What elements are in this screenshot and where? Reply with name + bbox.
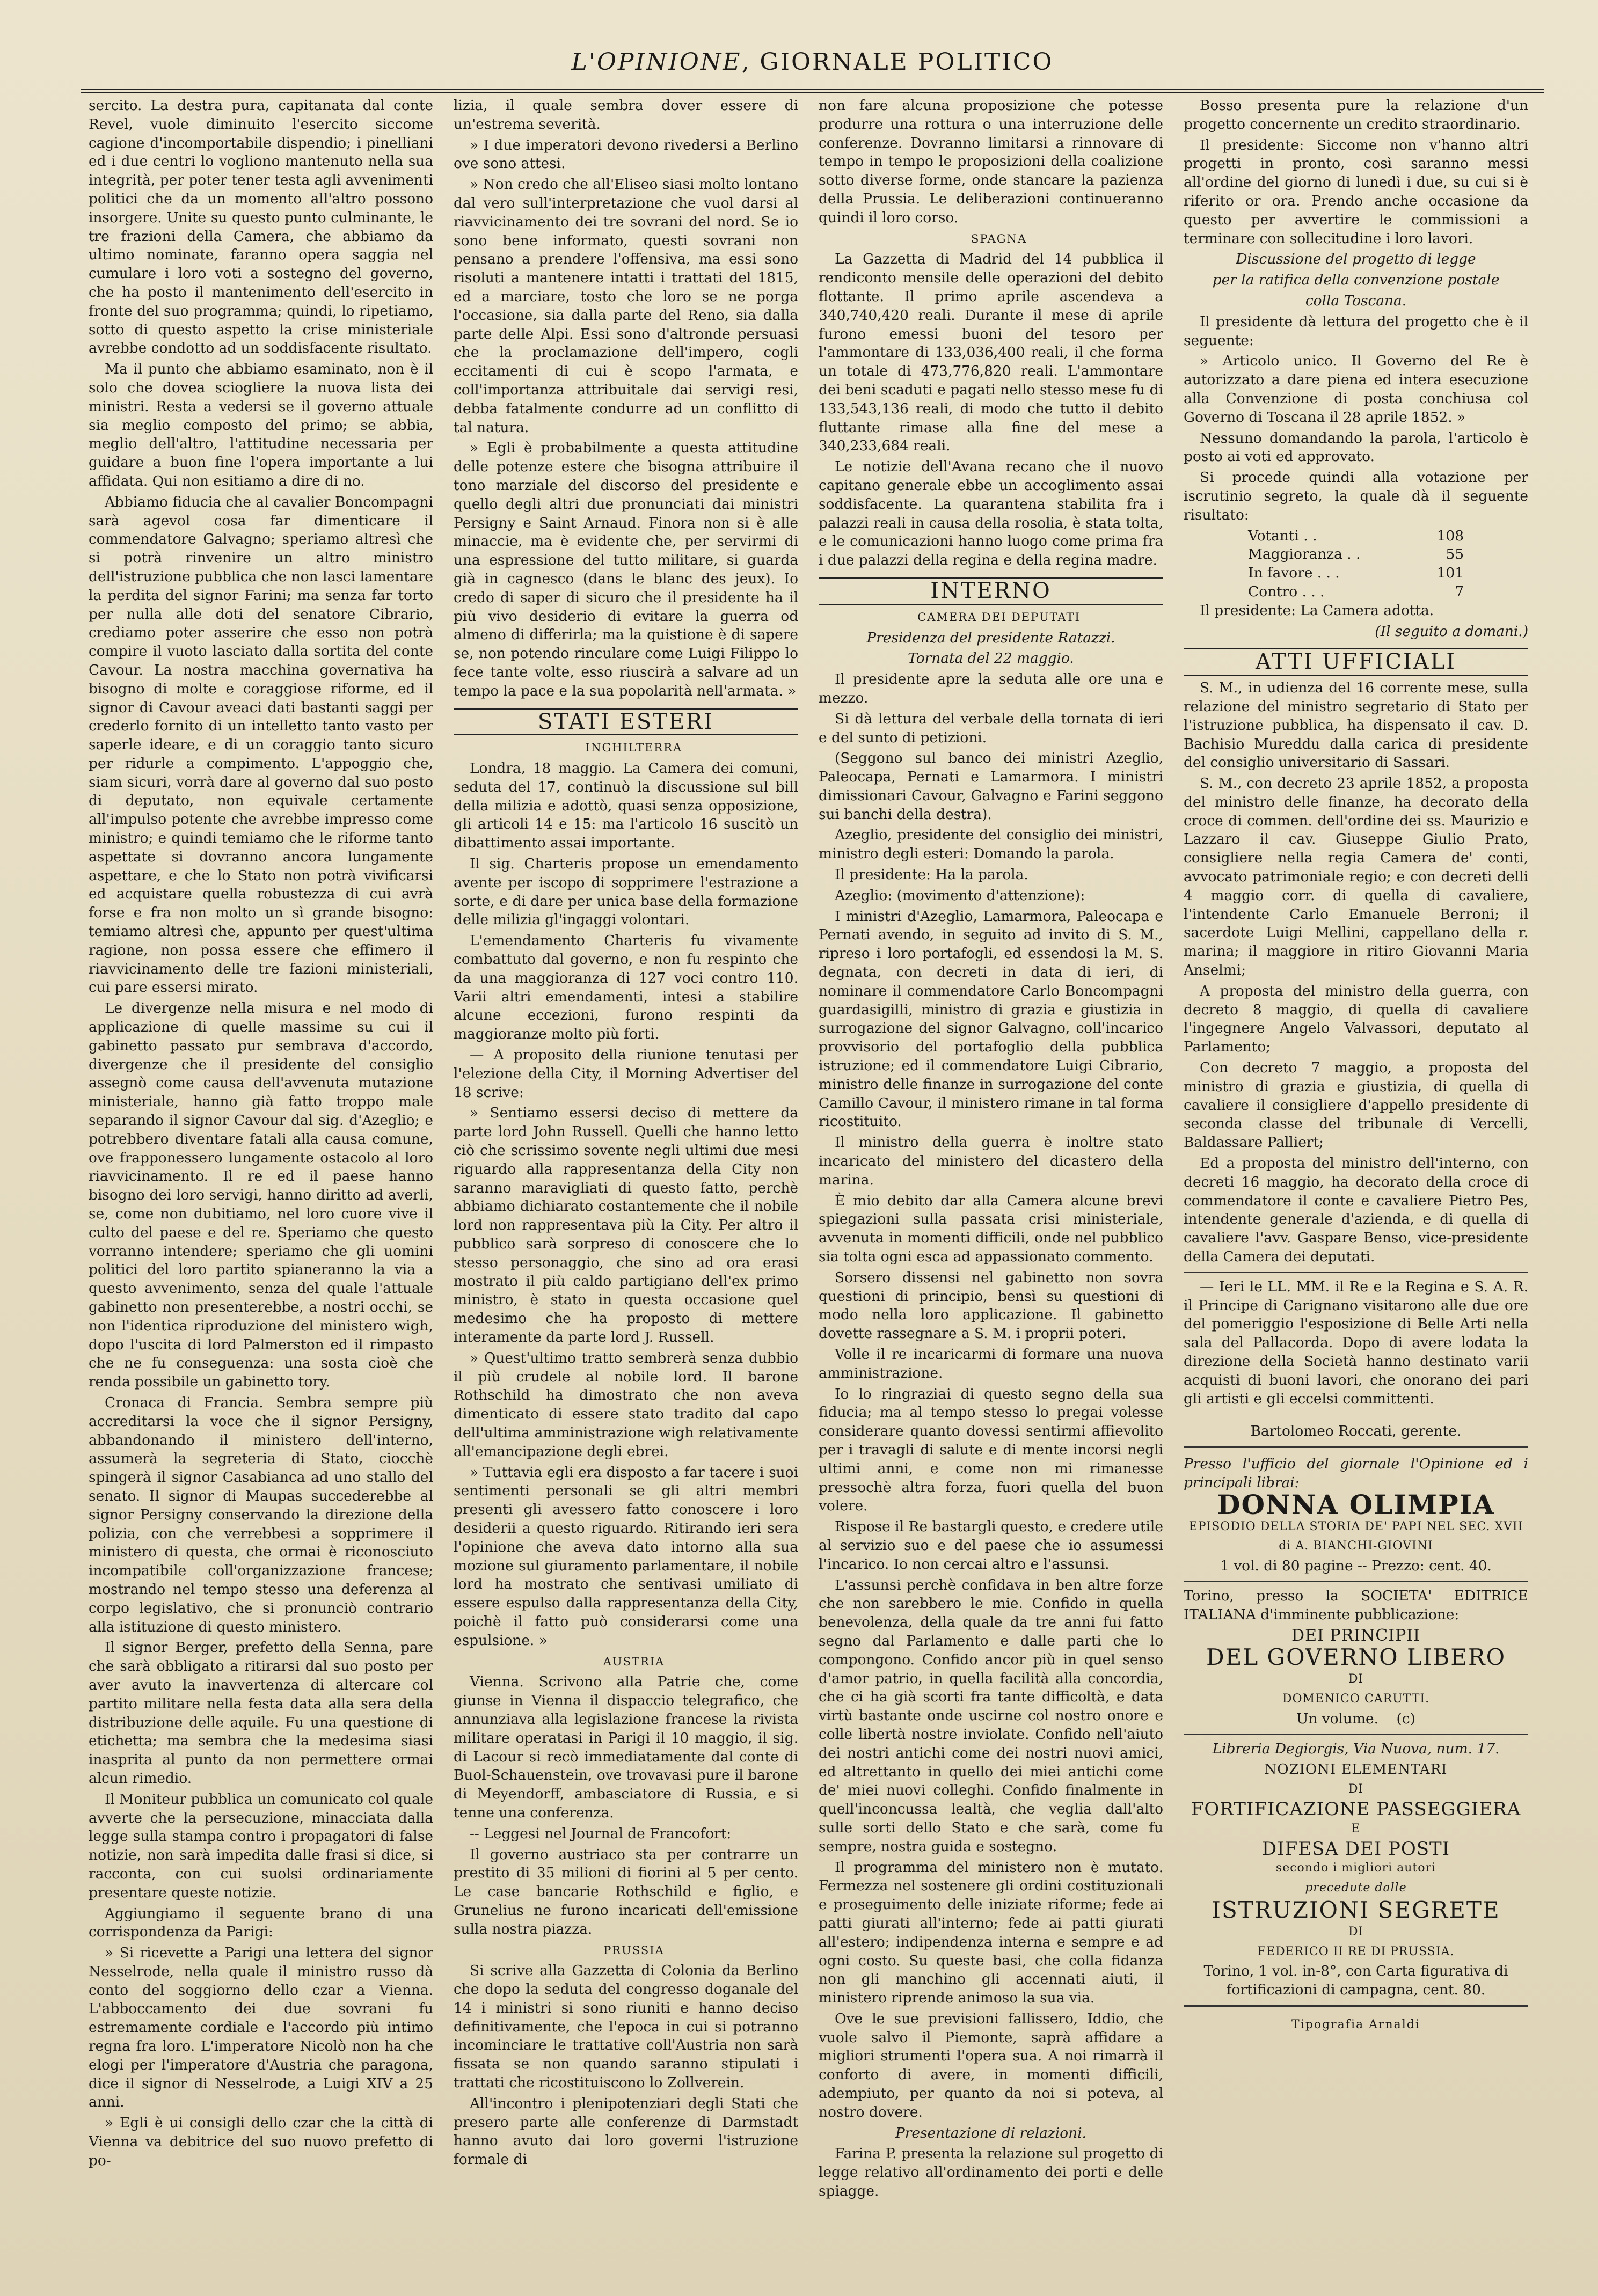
chamber-heading: CAMERA DEI DEPUTATI bbox=[917, 610, 1081, 624]
vote-value: 108 bbox=[1436, 527, 1464, 544]
article-paragraph: (Seggono sul banco dei ministri Azeglio, Paleocapa, Pernati e Lamarmora. I ministri dimissionari Cavour, Galvagno e Farini seggono sui banchi della destra). bbox=[819, 750, 1163, 823]
divider bbox=[1184, 1446, 1528, 1450]
ad-intro: Presso l'ufficio del giornale l'Opinione ed i principali librai: bbox=[1184, 1456, 1528, 1491]
article-paragraph: Il presidente apre la seduta alle ore una e mezzo. bbox=[819, 671, 1163, 706]
ad-price: Torino, 1 vol. in-8°, con Carta figurativa di fortificazioni di campagna, cent. 80. bbox=[1203, 1963, 1508, 1999]
ad-title-line: FORTIFICAZIONE PASSEGGIERA bbox=[1191, 1798, 1521, 1820]
vote-label: Contro . . . bbox=[1248, 583, 1325, 600]
article-paragraph: sercito. La destra pura, capitanata dal conte Revel, vuole diminuito l'esercito siccome cagione d'incomportabile dispendio; i pinelliani ed i due centri lo vogliono mantenuto nella sua integrità, per poter tener testa agli avvenimenti politici che da un momento all'altro possono insorgere. Unite su questo punto culminante, le tre frazioni della Camera, che abbiamo da ultimo nominate, faranno opera saggia nel cumulare i loro voti a sostegno del governo, che ha posto il mantenimento dell'esercito in fronte del suo programma; quindi, lo ripetiamo, sotto di questo aspetto la crise ministeriale avrebbe condotto ad un soddisfacente risultato. bbox=[89, 97, 433, 357]
article-paragraph: S. M., in udienza del 16 corrente mese, sulla relazione del ministro segretario di Stato per l'istruzione pubblica, ha dispensato il cav. D. Bachisio Mureddu dalla carica di presidente del consiglio universitario di Sassari. bbox=[1184, 679, 1528, 771]
article-paragraph: — A proposito della riunione tenutasi per l'elezione della City, il Morning Advertiser del 18 scrive: bbox=[454, 1047, 798, 1101]
article-paragraph: Volle il re incaricarmi di formare una nuova amministrazione. bbox=[819, 1346, 1163, 1381]
vote-value: 101 bbox=[1436, 565, 1464, 582]
article-paragraph: » Non credo che all'Eliseo siasi molto lontano dal vero sull'interpretazione che vuol darsi al riavvicinamento dei tre sovrani del nord. Se io sono bene informato, questi sovrani non pensano a prendere l'offensiva, ma essi sono risoluti a mantenere intatti i trattati del 1815, ed a marciare, tosto che loro se ne porga l'occasione, sia dalla parte del Reno, sia dalla parte delle Alpi. Essi sono d'altronde persuasi che la proclamazione dell'impero, cogli eccitamenti di cui è scopo l'armata, e coll'importanza attribuitale dai servigi resi, debba fatalmente condurre ad un conflitto di tal natura. bbox=[454, 176, 798, 436]
article-paragraph: -- Leggesi nel Journal de Francofort: bbox=[470, 1825, 732, 1842]
ad-author: di A. BIANCHI-GIOVINI bbox=[1279, 1539, 1433, 1553]
gerente-line: Bartolomeo Roccati, gerente. bbox=[1250, 1423, 1462, 1440]
article-paragraph: L'emendamento Charteris fu vivamente combattuto dal governo, e non fu respinto che da una maggioranza di 127 voci contro 110. Varii altri emendamenti, intesi a stabilire alcune eccezioni, furono respinti da maggioranze molto più forti. bbox=[454, 932, 798, 1043]
article-paragraph: All'incontro i plenipotenziari degli Stati che presero parte alle conferenze di Darmstadt hanno avuto dai loro governi l'istruzione formale di bbox=[454, 2095, 798, 2168]
article-paragraph: Il presidente: Ha la parola. bbox=[835, 866, 1028, 883]
article-paragraph: » I due imperatori devono rivedersi a Berlino ove sono attesi. bbox=[454, 136, 798, 172]
ad-line: precedute dalle bbox=[1305, 1881, 1407, 1895]
divider bbox=[1184, 1734, 1528, 1735]
subsection-heading: Presentazione di relazioni. bbox=[895, 2124, 1086, 2141]
discussion-heading: per la ratifica della convenzione postale bbox=[1212, 272, 1500, 289]
article-paragraph: Ma il punto che abbiamo esaminato, non è il solo che dovea sciogliere la nuova lista dei ministri. Resta a vedersi se il governo attuale sia meglio composto del primo; se abbia, meglio dell'altro, l'attitudine necessaria per guidare a buon fine l'opera importante a lui affidata. Qui non esitiamo a dire di no. bbox=[89, 361, 433, 489]
article-paragraph: Il presidente: Siccome non v'hanno altri progetti in pronto, così saranno messi all'ordine del giorno di lunedì i due, su cui si è riferito or ora. Prendo anche occasione da questo per avvertire le commissioni a terminare con sollecitudine i loro lavori. bbox=[1184, 136, 1528, 247]
discussion-heading: Discussione del progetto di legge bbox=[1236, 251, 1476, 268]
ad-author: DOMENICO CARUTTI. bbox=[1282, 1692, 1430, 1706]
article-paragraph: Con decreto 7 maggio, a proposta del ministro di grazia e giustizia, di quella di cavaliere il consigliere d'appello presidente di seconda classe del tribunale di Vercelli, Baldassare Palliert; bbox=[1184, 1059, 1528, 1151]
vote-label: Maggioranza . . bbox=[1248, 546, 1361, 563]
ad-mark: (c) bbox=[1396, 1710, 1415, 1727]
ad-e: E bbox=[1351, 1822, 1361, 1836]
article-paragraph: — Ieri le LL. MM. il Re e la Regina e S. A. R. il Principe di Carignano visitarono alle due ore del pomeriggio l'esposizione di Belle Arti nella sala del Pallacorda. Dopo di avere lodata la direzione della Società hanno destinato varii acquisti di buoni lavori, che onorano dei pari gli artisti e gli eccelsi committenti. bbox=[1184, 1278, 1528, 1407]
vote-row bbox=[1184, 583, 1528, 602]
column-4 bbox=[1184, 97, 1528, 2233]
divider bbox=[1184, 1414, 1528, 1417]
article-paragraph: La Gazzetta di Madrid del 14 pubblica il rendiconto mensile delle operazioni del debito flottante. Il primo aprile ascendeva a 340,740,420 reali. Durante il mese di aprile furono emessi buoni del tesoro per l'ammontare di 133,036,400 reali, il che forma un totale di 473,776,820 reali. L'ammontare dei beni scaduti e pagati nello stesso mese fu di 133,543,136 reali, di modo che tutto il debito fluttante rimase alla fine del mese a 340,233,684 reali. bbox=[819, 251, 1163, 455]
discussion-heading: colla Toscana. bbox=[1305, 292, 1407, 309]
ad-intro: Torino, presso la SOCIETA' EDITRICE ITALIANA d'imminente pubblicazione: bbox=[1184, 1587, 1528, 1623]
article-paragraph: » Sentiamo essersi deciso di mettere da parte lord John Russell. Quelli che hanno letto ciò che scrissimo sovente negli ultimi due mesi riguardo alla rappresentanza della City non saranno maravigliati di questo fatto, perchè abbiamo dichiarato costantemente che il nobile lord non rappresentava più la City. Per altro il pubblico sarà sorpreso di conoscere che lo stesso personaggio, che sino ad ora erasi mostrato il più caldo partigiano dell'ex primo ministro, è stato in questa occasione quel medesimo che ha proposto di mettere interamente da parte lord J. Russell. bbox=[454, 1105, 798, 1346]
ad-di: DI bbox=[1348, 1925, 1364, 1939]
article-paragraph: Si procede quindi alla votazione per iscrutinio segreto, la quale dà il seguente risultato: bbox=[1184, 469, 1528, 523]
article-paragraph: » Si ricevette a Parigi una lettera del signor Nesselrode, nella quale il ministro russo dà conto del soggiorno dello czar a Vienna. L'abboccamento dei due sovrani fu estremamente cordiale e l'accordo più intimo regna fra loro. L'imperatore Nicolò non ha che elogi per l'imperatore d'Austria che paragona, dice il signor di Nesselrode, a Luigi XIV a 25 anni. bbox=[89, 1944, 433, 2111]
masthead bbox=[81, 48, 1544, 86]
country-heading: AUSTRIA bbox=[603, 1655, 665, 1668]
article-paragraph: Vienna. Scrivono alla Patrie che, come giunse in Vienna il dispaccio telegrafico, che annunziava alla legislazione francese la rivista militare operatasi in Parigi il 10 maggio, il sig. di Lacour si recò immediatamente dal conte di Buol-Schauenstein, ove trovavasi pure il barone di Meyendorff, ambasciatore di Russia, e si tenne una conferenza. bbox=[454, 1673, 798, 1821]
section-heading-stati-esteri: STATI ESTERI bbox=[454, 708, 798, 736]
article-paragraph: Il presidente: La Camera adotta. bbox=[1200, 602, 1434, 619]
article-paragraph: Le notizie dell'Avana recano che il nuovo capitano generale ebbe un accoglimento assai soddisfacente. La quarantena stabilita fra i palazzi reali in causa della rosolia, è stata tolta, e le comunicazioni hanno luogo come prima fra i due palazzi della regina e della regina madre. bbox=[819, 458, 1163, 569]
ad-di: DI bbox=[1348, 1782, 1364, 1796]
article-paragraph: È mio debito dar alla Camera alcune brevi spiegazioni sulla passata crisi ministeriale, avvenuta in momenti difficili, onde nel pubblico sia tolta ogni esca ad appassionato commento. bbox=[819, 1192, 1163, 1266]
article-paragraph: » Egli è ui consigli dello czar che la città di Vienna va debitrice del suo nuovo prefetto di po- bbox=[89, 2115, 433, 2169]
vote-value: 7 bbox=[1455, 583, 1464, 600]
continuation-note: (Il seguito a domani.) bbox=[1375, 623, 1528, 640]
article-paragraph: non fare alcuna proposizione che potesse produrre una rottura o una interruzione delle conferenze. Dovranno limitarsi a rinnovare di tempo in tempo le proposizioni della coalizione sotto diverse forme, onde stancare la pazienza della Prussia. Le deliberazioni continueranno quindi il loro corso. bbox=[819, 97, 1163, 226]
article-paragraph: Il signor Berger, prefetto della Senna, pare che sarà obbligato a ritirarsi dal suo posto per aver avuto la inavvertenza di altercare col partito militare nella festa data alla sera della distribuzione delle aquile. Fu una questione di etichetta; ma sembra che la medesima siasi inasprita al punto da non permettere ormai alcun rimedio. bbox=[89, 1639, 433, 1787]
ad-subtitle: EPISODIO DELLA STORIA DE' PAPI NEL SEC. XVII bbox=[1188, 1519, 1523, 1533]
article-paragraph: Nessuno domandando la parola, l'articolo è posto ai voti ed approvato. bbox=[1184, 429, 1528, 465]
article-paragraph: lizia, il quale sembra dover essere di un'estrema severità. bbox=[454, 97, 798, 133]
article-paragraph: Io lo ringraziai di questo segno della sua fiducia; ma al tempo stesso lo pregai volesse considerare quanto dovessi sentirmi affievolito per i travagli di salute e di mente incorsi negli ultimi anni, e come non mi rimanesse pressochè altra forza, fuori quella del buon volere. bbox=[819, 1385, 1163, 1515]
article-paragraph: Il sig. Charteris propose un emendamento avente per iscopo di sopprimere l'estrazione a sorte, e di dare per unica base della formazione delle milizia gl'ingaggi volontari. bbox=[454, 855, 798, 928]
article-paragraph: Il governo austriaco sta per contrarre un prestito di 35 milioni di fiorini al 5 per cento. Le case bancarie Rothschild e figlio, e Grunelius ne furono incaricati dell'emissione sulla nostra piazza. bbox=[454, 1846, 798, 1937]
country-heading: INGHILTERRA bbox=[585, 741, 683, 755]
article-paragraph: » Egli è probabilmente a questa attitudine delle potenze estere che bisogna attribuire il tono marziale del discorso del presidente e quello degli altri due pronunciati dai ministri Persigny e Saint Arnaud. Finora non si è alle minaccie, ma è evidente che, per servirmi di una espressione del tutto militare, si guarda già in cagnesco (dans le blanc des jeux). Io credo di saper di sicuro che il presidente ha il più vivo desiderio di evitare la guerra od almeno di differirla; ma la quistione è di sapere se, non potendo rinculare come Luigi Filippo lo fece tante volte, esso riuscirà a salvare ad un tempo la pace e la sua popolarità nell'armata. » bbox=[454, 440, 798, 699]
ad-title-line: ISTRUZIONI SEGRETE bbox=[1212, 1896, 1500, 1923]
column-3 bbox=[819, 97, 1163, 2233]
article-paragraph: Aggiungiamo il seguente brano di una corrispondenza da Parigi: bbox=[89, 1905, 433, 1941]
divider bbox=[1184, 1272, 1528, 1273]
printer-footer: Tipografia Arnaldi bbox=[1291, 2017, 1420, 2031]
article-paragraph: » Quest'ultimo tratto sembrerà senza dubbio il più crudele al nobile lord. Il barone Rothschild ha dimostrato che non aveva dimenticato di essere stato tradito dal capo dell'ultima amministrazione wigh relativamente all'emancipazione degli ebrei. bbox=[454, 1349, 798, 1460]
article-paragraph: Abbiamo fiducia che al cavalier Boncompagni sarà agevol cosa far dimenticare il commendatore Galvagno; speriamo altresì che si potrà rinvenire un altro ministro dell'istruzione pubblica che non lasci lamentare la perdita del signor Farini; ma senza far torto per nulla alle doti del senatore Cibrario, crediamo poter asserire che esso non potrà compire il vuoto lasciato dalla sortita del conte Cavour. La nostra macchina governativa ha bisogno di molte e coraggiose riforme, ed il signor di Cavour aveaci dati bastanti saggi per crederlo fornito di un intelletto tanto vasto per saperle ideare, e di un coraggio tanto sicuro per ridurle a compimento. L'appoggio che, siam sicuri, vorrà dare al governo dal suo posto di deputato, non equivale certamente all'impulso potente che avrebbe impresso come ministro; e quindi temiamo che le riforme tanto aspettate si dovranno ancora lungamente aspettare, e che lo Stato non potrà vivificarsi ed acquistare quella robustezza di cui avrà forse e fra non molto un sì grande bisogno: temiamo altresì che, appunto per quest'ultima ragione, non possa essere che effimero il riavvicinamento delle tre fazioni ministeriali, cui pare essersi mirato. bbox=[89, 493, 433, 996]
masthead-rule bbox=[81, 89, 1544, 93]
ad-title-line: NOZIONI ELEMENTARI bbox=[1264, 1761, 1448, 1778]
ad-author: FEDERICO II RE DI PRUSSIA. bbox=[1257, 1944, 1455, 1958]
article-paragraph: Farina P. presenta la relazione sul progetto di legge relativo all'ordinamento dei porti e delle spiagge. bbox=[819, 2145, 1163, 2200]
session-date: Tornata del 22 maggio. bbox=[908, 650, 1074, 667]
vote-row bbox=[1184, 564, 1528, 583]
masthead-brand: L'OPINIONE bbox=[571, 48, 742, 76]
article-paragraph: A proposta del ministro della guerra, con decreto 8 maggio, di quella di cavaliere l'ingegnere Angelo Valvassori, deputato al Parlamento; bbox=[1184, 982, 1528, 1056]
article-paragraph: Azeglio: (movimento d'attenzione): bbox=[835, 887, 1085, 904]
country-heading: SPAGNA bbox=[971, 232, 1027, 245]
vote-value: 55 bbox=[1446, 546, 1464, 563]
article-paragraph: I ministri d'Azeglio, Lamarmora, Paleocapa e Pernati avendo, in seguito ad invito di S. M., ripreso i loro portafogli, ed essendosi la M. S. degnata, con decreti in data di ieri, di nominare il commendatore Carlo Boncompagni guardasigilli, ministro di grazia e giustizia in surrogazione del signor Galvagno, coll'incarico provvisorio del portafoglio della pubblica istruzione; ed il commendatore Luigi Cibrario, ministro delle finanze in surrogazione del conte Camillo Cavour, il ministero rimane in tal forma ricostituito. bbox=[819, 908, 1163, 1130]
article-paragraph: Sorsero dissensi nel gabinetto non sovra questioni di principio, bensì su questioni di modo nella loro applicazione. Il gabinetto dovette rassegnare a S. M. i proprii poteri. bbox=[819, 1269, 1163, 1342]
divider bbox=[1184, 1581, 1528, 1582]
article-paragraph: Il presidente dà lettura del progetto che è il seguente: bbox=[1184, 313, 1528, 349]
section-heading-interno: INTERNO bbox=[819, 577, 1163, 605]
article-paragraph: Ed a proposta del ministro dell'interno, con decreti 16 maggio, ha decorato della croce di commendatore il conte e cavaliere Pietro Pes, intendente generale d'azienda, e di quella di cavaliere l'avv. Gaspare Benso, vice-presidente della Camera dei deputati. bbox=[1184, 1155, 1528, 1266]
article-paragraph: Bosso presenta pure la relazione d'un progetto concernente un credito straordinario. bbox=[1184, 97, 1528, 133]
ad-line: secondo i migliori autori bbox=[1275, 1861, 1436, 1875]
ad-di: DI bbox=[1348, 1672, 1364, 1686]
masthead-title: , GIORNALE POLITICO bbox=[741, 48, 1054, 76]
article-paragraph: Londra, 18 maggio. La Camera dei comuni, seduta del 17, continuò la discussione sul bill della milizia e adottò, quasi senza opposizione, gli articoli 14 e 15: ma l'articolo 16 suscitò un dibattimento assai importante. bbox=[454, 760, 798, 852]
column-1 bbox=[89, 97, 433, 2233]
ad-title-line: DEI PRINCIPII bbox=[1291, 1626, 1420, 1645]
country-heading: PRUSSIA bbox=[603, 1943, 665, 1957]
presidency-line: Presidenza del presidente Ratazzi. bbox=[866, 629, 1115, 646]
article-paragraph: » Tuttavia egli era disposto a far tacere i suoi sentimenti personali se gli altri membri presenti gli avessero fatto conoscere i loro desiderii a questo riguardo. Ritirando ieri sera l'opinione che aveva dato intorno alla sua mozione sul giuramento parlamentare, il nobile lord ha mostrato che sentivasi umiliato di essere espulso dalla rappresentanza della City, poichè il fatto può considerarsi come una espulsione. » bbox=[454, 1464, 798, 1649]
article-paragraph: L'assunsi perchè confidava in ben altre forze che non sarebbero le mie. Confido in quella benevolenza, della quale da tre anni fui fatto segno dal Parlamento e dalle parti che lo compongono. Confido ancor più in quel senso d'amor patrio, in quella facilità alla concordia, che ci ha già scorti fra tante difficoltà, e data virtù bastante onde uscirne col nostro onore e colle libertà nostre inviolate. Confido nell'aiuto dei nostri antichi come dei nostri nuovi amici, ed altrettanto in quello dei miei antichi come de' miei nuovi colleghi. Confido finalmente in quell'inconcussa lealtà, che veglia dall'alto sulle sorti dello Stato e che sarà, come fu sempre, nostra guida e sostegno. bbox=[819, 1576, 1163, 1855]
article-paragraph: Rispose il Re bastargli questo, e credere utile al servizio suo e del paese che io assumessi l'incarico. Io non cercai altro e l'assunsi. bbox=[819, 1518, 1163, 1573]
ad-price: 1 vol. di 80 pagine -- Prezzo: cent. 40. bbox=[1220, 1558, 1492, 1575]
vote-row bbox=[1184, 545, 1528, 564]
article-paragraph: S. M., con decreto 23 aprile 1852, a proposta del ministro delle finanze, ha decorato della croce di commen. dell'ordine dei ss. Maurizio e Lazzaro il cav. Giuseppe Giulio Prato, consigliere nella regia Camera de' conti, avvocato patrimoniale regio; e con decreti delli 4 maggio corr. di quella di cavaliere, l'intendente Carlo Emanuele Berroni; il sacerdote Luigi Mellini, cappellano della r. marina; il maggiore in ritiro Giovanni Maria Anselmi; bbox=[1184, 775, 1528, 979]
divider bbox=[1184, 2005, 1528, 2008]
vote-table bbox=[1184, 527, 1528, 602]
article-paragraph: Il programma del ministero non è mutato. Fermezza nel sostenere gli ordini costituzionali e proseguimento delle iniziate riforme; fede ai patti giurati all'interno; fede ai patti giurati all'estero; indipendenza interna e sempre e ad ogni costo. Su queste basi, che colla fidanza non gli manchino gli accennati aiuti, il ministero riprende animoso la sua via. bbox=[819, 1859, 1163, 2007]
column-2 bbox=[454, 97, 798, 2233]
ad-volume-text: Un volume. bbox=[1296, 1710, 1378, 1727]
vote-row bbox=[1184, 527, 1528, 546]
ad-title-donna-olimpia: DONNA OLIMPIA bbox=[1217, 1488, 1495, 1520]
vote-label: In favore . . . bbox=[1248, 565, 1340, 582]
article-paragraph: Il ministro della guerra è inoltre stato incaricato del ministero del dicastero della marina. bbox=[819, 1134, 1163, 1188]
article-paragraph: » Articolo unico. Il Governo del Re è autorizzato a dare piena ed intera esecuzione alla Convenzione di posta conchiusa col Governo di Toscana il 28 aprile 1852. » bbox=[1184, 353, 1528, 426]
ad-title-line: DEL GOVERNO LIBERO bbox=[1206, 1644, 1506, 1671]
article-paragraph: Si dà lettura del verbale della tornata di ieri e del sunto di petizioni. bbox=[819, 710, 1163, 746]
article-paragraph: Il Moniteur pubblica un comunicato col quale avverte che la persecuzione, minacciata dalla legge sulla stampa contro i propagatori di false notizie, non sarà impedita dalle frasi si dice, si racconta, con cui suolsi ordinariamente presentare queste notizie. bbox=[89, 1790, 433, 1901]
article-paragraph: Ove le sue previsioni fallissero, Iddio, che vuole salvo il Piemonte, saprà affidare a migliori strumenti l'opera sua. A noi rimarrà il conforto di avere, in momenti difficili, adempiuto, per quanto da noi si poteva, al nostro dovere. bbox=[819, 2010, 1163, 2120]
section-heading-atti-ufficiali: ATTI UFFICIALI bbox=[1184, 648, 1528, 676]
vote-label: Votanti . . bbox=[1248, 527, 1317, 544]
ad-intro: Libreria Degiorgis, Via Nuova, num. 17. bbox=[1212, 1740, 1500, 1757]
article-paragraph: Si scrive alla Gazzetta di Colonia da Berlino che dopo la seduta del congresso doganale del 14 i ministri si sono riuniti e hanno deciso definitivamente, che l'epoca in cui si potranno incominciare le trattative coll'Austria non sarà fissata se non quando saranno stipulati i trattati che ricostituiscono lo Zollverein. bbox=[454, 1962, 798, 2092]
article-paragraph: Azeglio, presidente del consiglio dei ministri, ministro degli esteri: Domando la parola. bbox=[819, 827, 1163, 862]
article-paragraph: Le divergenze nella misura e nel modo di applicazione di quelle massime su cui il gabinetto passato pur sembrava d'accordo, divergenze che il presidente del consiglio assegnò come causa dell'avvenuta mutazione ministeriale, hanno già fatto troppo male separando il signor Cavour dal sig. d'Azeglio; e potrebbero diventare fatali alla causa comune, ove frapponessero lungamente ostacolo al loro riavvicinamento. Il re ed il paese hanno bisogno dei loro servigi, hanno diritto ad averli, se, come non dubitiamo, nel loro cuore vive il culto del paese e del re. Speriamo che questo vorranno intendere; speriamo che gli uomini politici del loro partito spianeranno la via a questo avvenimento, senza del quale l'attuale gabinetto non presenterebbe, a nostri occhi, se non l'identica riproduzione del ministero wigh, dopo l'uscita di lord Palmerston ed il rimpasto che ne fu conseguenza: una sosta cioè che renda possibile un gabinetto tory. bbox=[89, 1000, 433, 1391]
ad-volume bbox=[1184, 1710, 1528, 1729]
cronaca-francia: Cronaca di Francia. Sembra sempre più accreditarsi la voce che il signor Persigny, abbandonando il ministero dell'interno, assumerà la segreteria di Stato, ciocchè spingerà il signor Casabianca ad uno stallo del senato. Il signor di Maupas succederebbe al signor Persigny conservando la direzione della polizia, con che verrebbesi a sopprimere il ministero di questa, che ormai è riconosciuto incompatibile coll'organizzazione francese; mostrando nel tempo stesso una deferenza al corpo legislativo, che si pronunciò contrario alla istituzione di questo ministero. bbox=[89, 1394, 433, 1635]
ad-title-line: DIFESA DEI POSTI bbox=[1261, 1838, 1450, 1860]
